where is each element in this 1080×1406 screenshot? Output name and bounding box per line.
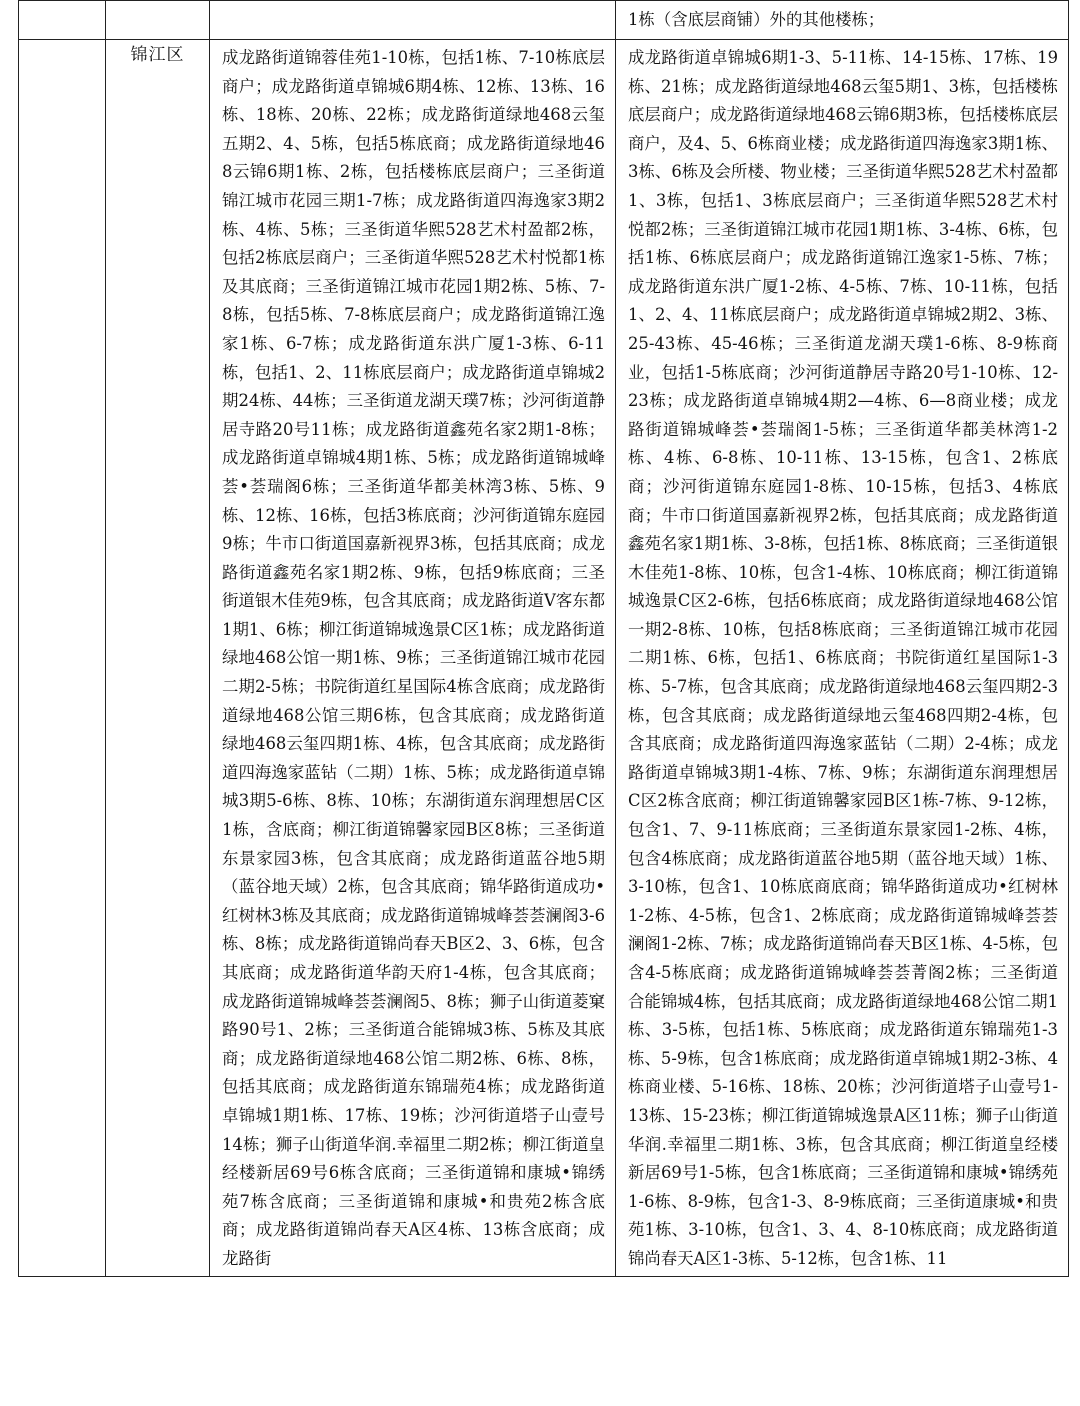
document-table: [18, 0, 1069, 1277]
left-cell-text: 成龙路街道锦蓉佳苑1-10栋，包括1栋、7-10栋底层商户；成龙路街道卓锦城6期4栋、12栋、13栋、16栋、18栋、20栋、22栋；成龙路街道绿地468云玺五期2、4、5栋，包括5栋底商；成龙路街道绿地468云锦6期1栋、2栋，包括楼栋底层商户；三圣街道锦江城市花园三期1-7栋；成龙路街道四海逸家3期2栋、4栋、5栋；三圣街道华熙528艺术村盈都2栋，包括2栋底层商户；三圣街道华熙528艺术村悦都1栋及其底商；三圣街道锦江城市花园1期2栋、5栋、7-8栋，包括5栋、7-8栋底层商户；成龙路街道锦江逸家1栋、6-7栋；成龙路街道东洪广厦1-3栋、6-11栋，包括1、2、11栋底层商户；成龙路街道卓锦城2期24栋、44栋；三圣街道龙湖天璞7栋；沙河街道静居寺路20号11栋；成龙路街道鑫苑名家2期1-8栋；成龙路街道卓锦城4期1栋、5栋；成龙路街道锦城峰荟•荟瑞阁6栋；三圣街道华都美林湾3栋、5栋、9栋、12栋、16栋，包括3栋底商；沙河街道锦东庭园9栋；牛市口街道国嘉新视界3栋，包括其底商；成龙路街道鑫苑名家1期2栋、9栋，包括9栋底商；三圣街道银木佳苑9栋，包含其底商；成龙路街道V客东都1期1、6栋；柳江街道锦城逸景C区1栋；成龙路街道绿地468公馆一期1栋、9栋；三圣街道锦江城市花园二期2-5栋；书院街道红星国际4栋含底商；成龙路街道绿地468公馆三期6栋，包含其底商；成龙路街道绿地468云玺四期1栋、4栋，包含其底商；成龙路街道四海逸家蓝钻（二期）1栋、5栋；成龙路街道卓锦城3期5-6栋、8栋、10栋；东湖街道东润理想居C区1栋，含底商；柳江街道锦馨家园B区8栋；三圣街道东景家园3栋，包含其底商；成龙路街道蓝谷地5期（蓝谷地天域）2栋，包含其底商；锦华路街道成功•红树林3栋及其底商；成龙路街道锦城峰荟荟澜阁3-6栋、8栋；成龙路街道锦尚春天B区2、3、6栋，包含其底商；成龙路街道华韵天府1-4栋，包含其底商；成龙路街道锦城峰荟荟澜阁5、8栋；狮子山街道菱窠路90号1、2栋；三圣街道合能锦城3栋、5栋及其底商；成龙路街道绿地468公馆二期2栋、6栋、8栋，包括其底商；成龙路街道东锦瑞苑4栋；成龙路街道卓锦城1期1栋、17栋、19栋；沙河街道塔子山壹号14栋；狮子山街道华润.幸福里二期2栋；柳江街道皇经楼新居69号6栋含底商；三圣街道锦和康城•锦绣苑7栋含底商；三圣街道锦和康城•和贵苑2栋含底商；成龙路街道锦尚春天A区4栋、13栋含底商；成龙路街: [222, 48, 605, 1268]
left-content-cell: [210, 40, 616, 1277]
right-content-cell: [616, 40, 1069, 1277]
district-label: 锦江区: [130, 45, 185, 65]
district-cell: [106, 40, 210, 1277]
table-row: [19, 1, 1069, 40]
right-content-cell: [616, 1, 1069, 40]
right-cell-text: 成龙路街道卓锦城6期1-3、5-11栋、14-15栋、17栋、19栋、21栋；成龙路街道绿地468云玺5期1、3栋，包括楼栋底层商户；成龙路街道绿地468云锦6期3栋，包括楼栋底层商户，及4、5、6栋商业楼；成龙路街道四海逸家3期1栋、3栋、6栋及会所楼、物业楼；三圣街道华熙528艺术村盈都1、3栋，包括1、3栋底层商户；三圣街道华熙528艺术村悦都2栋；三圣街道锦江城市花园1期1栋、3-4栋、6栋，包括1栋、6栋底层商户；成龙路街道锦江逸家1-5栋、7栋；成龙路街道东洪广厦1-2栋、4-5栋、7栋、10-11栋，包括1、2、4、11栋底层商户；成龙路街道卓锦城2期2、3栋、25-43栋、45-46栋；三圣街道龙湖天璞1-6栋、8-9栋商业，包括1-5栋底商；沙河街道静居寺路20号1-10栋、12-23栋；成龙路街道卓锦城4期2—4栋、6—8商业楼；成龙路街道锦城峰荟•荟瑞阁1-5栋；三圣街道华都美林湾1-2栋、4栋、6-8栋、10-11栋、13-15栋，包含1、2栋底商；沙河街道锦东庭园1-8栋、10-15栋，包括3、4栋底商；牛市口街道国嘉新视界2栋，包括其底商；成龙路街道鑫苑名家1期1栋、3-8栋，包括1栋、8栋底商；三圣街道银木佳苑1-8栋、10栋，包含1-4栋、10栋底商；柳江街道锦城逸景C区2-6栋，包括6栋底商；成龙路街道绿地468公馆一期2-8栋、10栋，包括8栋底商；三圣街道锦江城市花园二期1栋、6栋，包括1、6栋底商；书院街道红星国际1-3栋、5-7栋，包含其底商；成龙路街道绿地468云玺四期2-3栋，包含其底商；成龙路街道绿地云玺468四期2-4栋，包含其底商；成龙路街道四海逸家蓝钻（二期）2-4栋；成龙路街道卓锦城3期1-4栋、7栋、9栋；东湖街道东润理想居C区2栋含底商；柳江街道锦馨家园B区1栋-7栋、9-12栋，包含1、7、9-11栋底商；三圣街道东景家园1-2栋、4栋，包含4栋底商；成龙路街道蓝谷地5期（蓝谷地天域）1栋、3-10栋，包含1、10栋底商底商；锦华路街道成功•红树林1-2栋、4-5栋，包含1、2栋底商；成龙路街道锦城峰荟荟澜阁1-2栋、7栋；成龙路街道锦尚春天B区1栋、4-5栋，包含4-5栋底商；成龙路街道锦城峰荟荟菁阁2栋；三圣街道合能锦城4栋，包括其底商；成龙路街道绿地468公馆二期1栋、3-5栋，包括1栋、5栋底商；成龙路街道东锦瑞苑1-3栋、5-9栋，包含1栋底商；成龙路街道卓锦城1期2-3栋、4栋商业楼、5-16栋、18栋、20栋；沙河街道塔子山壹号1-13栋、15-23栋；柳江街道锦城逸景A区11栋；狮子山街道华润.幸福里二期1栋、3栋，包含其底商；柳江街道皇经楼新居69号1-5栋，包含1栋底商；三圣街道锦和康城•锦绣苑1-6栋、8-9栋，包含1-3、8-9栋底商；三圣街道康城•和贵苑1栋、3-10栋，包含1、3、4、8-10栋底商；成龙路街道锦尚春天A区1-3栋、5-12栋，包含1栋、11: [628, 48, 1058, 1268]
table-row: [19, 40, 1069, 1277]
index-cell: [19, 40, 106, 1277]
left-content-cell: [210, 1, 616, 40]
district-cell: [106, 1, 210, 40]
right-cell-text: 1栋（含底层商铺）外的其他楼栋；: [628, 10, 885, 29]
index-cell: [19, 1, 106, 40]
